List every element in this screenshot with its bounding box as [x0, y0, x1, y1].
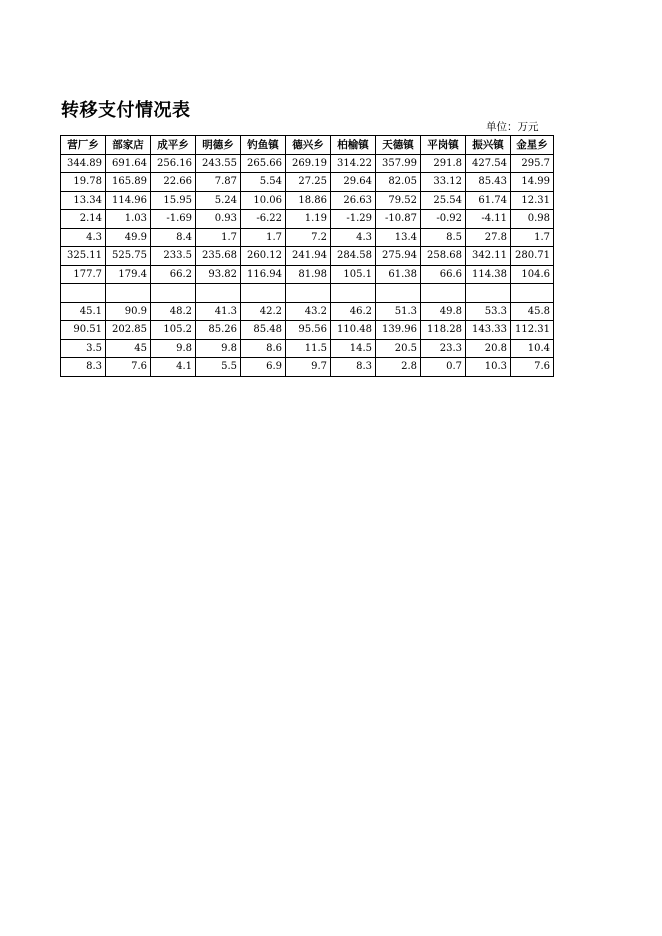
table-cell: 66.2 [151, 265, 196, 284]
table-cell: 269.19 [286, 154, 331, 173]
table-cell: 241.94 [286, 247, 331, 266]
table-cell: 22.66 [151, 173, 196, 192]
table-cell: 10.3 [466, 358, 511, 377]
table-cell: 45.8 [511, 302, 554, 321]
table-cell: 82.05 [376, 173, 421, 192]
table-cell: 25.54 [421, 191, 466, 210]
table-cell: 9.8 [196, 339, 241, 358]
table-cell: 5.54 [241, 173, 286, 192]
table-cell: 357.99 [376, 154, 421, 173]
table-cell: 112.31 [511, 321, 554, 340]
table-cell: 295.7 [511, 154, 554, 173]
table-cell: 691.64 [106, 154, 151, 173]
table-cell: 19.78 [61, 173, 106, 192]
table-cell: 85.43 [466, 173, 511, 192]
table-cell: 139.96 [376, 321, 421, 340]
table-cell: 344.89 [61, 154, 106, 173]
table-cell: 116.94 [241, 265, 286, 284]
table-cell: 256.16 [151, 154, 196, 173]
table-cell: 20.8 [466, 339, 511, 358]
table-cell: 49.8 [421, 302, 466, 321]
table-cell: -4.11 [466, 210, 511, 229]
table-cell: 85.26 [196, 321, 241, 340]
table-cell: 81.98 [286, 265, 331, 284]
table-cell: 1.7 [241, 228, 286, 247]
table-cell: 41.3 [196, 302, 241, 321]
table-cell: 110.48 [331, 321, 376, 340]
table-cell: 114.38 [466, 265, 511, 284]
table-cell: 79.52 [376, 191, 421, 210]
table-cell: -10.87 [376, 210, 421, 229]
table-cell: 5.5 [196, 358, 241, 377]
table-cell: 53.3 [466, 302, 511, 321]
table-cell: 27.25 [286, 173, 331, 192]
table-cell: 15.95 [151, 191, 196, 210]
table-cell: 4.1 [151, 358, 196, 377]
transfer-payment-table [60, 135, 554, 377]
table-cell: 8.6 [241, 339, 286, 358]
table-cell: 0.98 [511, 210, 554, 229]
table-cell: 51.3 [376, 302, 421, 321]
table-row [61, 265, 554, 284]
table-cell [241, 284, 286, 303]
table-cell: 10.06 [241, 191, 286, 210]
table-cell [466, 284, 511, 303]
table-cell: 46.2 [331, 302, 376, 321]
table-cell [511, 284, 554, 303]
table-cell: 12.31 [511, 191, 554, 210]
header-row [61, 136, 554, 155]
table-cell: 7.6 [511, 358, 554, 377]
table-cell: -6.22 [241, 210, 286, 229]
table-cell: 525.75 [106, 247, 151, 266]
table-cell: 314.22 [331, 154, 376, 173]
table-cell: 45 [106, 339, 151, 358]
table-cell: 177.7 [61, 265, 106, 284]
table-cell: 3.5 [61, 339, 106, 358]
column-header: 天德镇 [376, 136, 421, 155]
column-header: 金星乡 [511, 136, 554, 155]
column-header: 钓鱼镇 [241, 136, 286, 155]
table-cell: 43.2 [286, 302, 331, 321]
table-row [61, 321, 554, 340]
table-cell: 49.9 [106, 228, 151, 247]
table-cell: 42.2 [241, 302, 286, 321]
table-cell: 45.1 [61, 302, 106, 321]
column-header: 成平乡 [151, 136, 196, 155]
table-cell: 260.12 [241, 247, 286, 266]
table-cell: 90.51 [61, 321, 106, 340]
table-cell: 1.03 [106, 210, 151, 229]
table-cell: 5.24 [196, 191, 241, 210]
table-cell: 325.11 [61, 247, 106, 266]
table-cell: 20.5 [376, 339, 421, 358]
table-cell: 114.96 [106, 191, 151, 210]
table-cell [286, 284, 331, 303]
table-cell: 4.3 [61, 228, 106, 247]
table-cell: 66.6 [421, 265, 466, 284]
table-body [61, 154, 554, 376]
table-row [61, 284, 554, 303]
table-cell: 95.56 [286, 321, 331, 340]
table-cell: 202.85 [106, 321, 151, 340]
table-row [61, 191, 554, 210]
column-header: 平岗镇 [421, 136, 466, 155]
table-cell: 143.33 [466, 321, 511, 340]
table-cell: -0.92 [421, 210, 466, 229]
table-cell [151, 284, 196, 303]
table-cell: 4.3 [331, 228, 376, 247]
table-cell: 10.4 [511, 339, 554, 358]
table-cell: 6.9 [241, 358, 286, 377]
table-cell: 8.5 [421, 228, 466, 247]
table-cell: 13.4 [376, 228, 421, 247]
table-cell: 1.7 [196, 228, 241, 247]
column-header: 振兴镇 [466, 136, 511, 155]
table-cell [421, 284, 466, 303]
table-row [61, 302, 554, 321]
table-cell [61, 284, 106, 303]
table-cell: 105.2 [151, 321, 196, 340]
table-cell: -1.29 [331, 210, 376, 229]
table-row [61, 154, 554, 173]
table-cell [106, 284, 151, 303]
table-cell: 235.68 [196, 247, 241, 266]
table-cell: 8.4 [151, 228, 196, 247]
table-row [61, 210, 554, 229]
column-header: 部家店 [106, 136, 151, 155]
table-cell: 258.68 [421, 247, 466, 266]
table-cell: 243.55 [196, 154, 241, 173]
unit-label: 单位：万元 [486, 121, 539, 133]
table-cell: 8.3 [61, 358, 106, 377]
page-title: 转移支付情况表 [61, 100, 191, 121]
table-cell: 90.9 [106, 302, 151, 321]
column-header: 明德乡 [196, 136, 241, 155]
table-cell [331, 284, 376, 303]
table-row [61, 247, 554, 266]
table-cell: 61.38 [376, 265, 421, 284]
table-cell: 265.66 [241, 154, 286, 173]
table-cell: 233.5 [151, 247, 196, 266]
table-cell: 104.6 [511, 265, 554, 284]
table-row [61, 228, 554, 247]
table-cell: 291.8 [421, 154, 466, 173]
table-row [61, 339, 554, 358]
table-row [61, 358, 554, 377]
table-cell: 9.8 [151, 339, 196, 358]
table-cell: 280.71 [511, 247, 554, 266]
table-cell: 2.14 [61, 210, 106, 229]
table-cell: 33.12 [421, 173, 466, 192]
table-cell: 105.1 [331, 265, 376, 284]
table-cell: 26.63 [331, 191, 376, 210]
table-cell: 93.82 [196, 265, 241, 284]
table-cell: 14.5 [331, 339, 376, 358]
column-header: 柏榆镇 [331, 136, 376, 155]
table-cell: 23.3 [421, 339, 466, 358]
table-cell: 427.54 [466, 154, 511, 173]
table-cell: 179.4 [106, 265, 151, 284]
table-cell: 9.7 [286, 358, 331, 377]
table-cell: 1.7 [511, 228, 554, 247]
table-cell: 85.48 [241, 321, 286, 340]
table-cell: 14.99 [511, 173, 554, 192]
table-cell: 275.94 [376, 247, 421, 266]
table-cell: 342.11 [466, 247, 511, 266]
table-cell: 0.93 [196, 210, 241, 229]
table-cell: 48.2 [151, 302, 196, 321]
table-cell: 0.7 [421, 358, 466, 377]
table-cell: 118.28 [421, 321, 466, 340]
table-cell: 7.2 [286, 228, 331, 247]
table-cell [376, 284, 421, 303]
table-cell: 284.58 [331, 247, 376, 266]
column-header: 德兴乡 [286, 136, 331, 155]
table-cell: 29.64 [331, 173, 376, 192]
table-cell: 1.19 [286, 210, 331, 229]
table-cell: 7.6 [106, 358, 151, 377]
table-cell: 61.74 [466, 191, 511, 210]
table-cell: 27.8 [466, 228, 511, 247]
column-header: 营厂乡 [61, 136, 106, 155]
table-row [61, 173, 554, 192]
table-cell: 13.34 [61, 191, 106, 210]
table-cell: 165.89 [106, 173, 151, 192]
table-cell: 8.3 [331, 358, 376, 377]
table-cell [196, 284, 241, 303]
table-cell: -1.69 [151, 210, 196, 229]
table-cell: 7.87 [196, 173, 241, 192]
table-cell: 2.8 [376, 358, 421, 377]
table-cell: 18.86 [286, 191, 331, 210]
table-cell: 11.5 [286, 339, 331, 358]
